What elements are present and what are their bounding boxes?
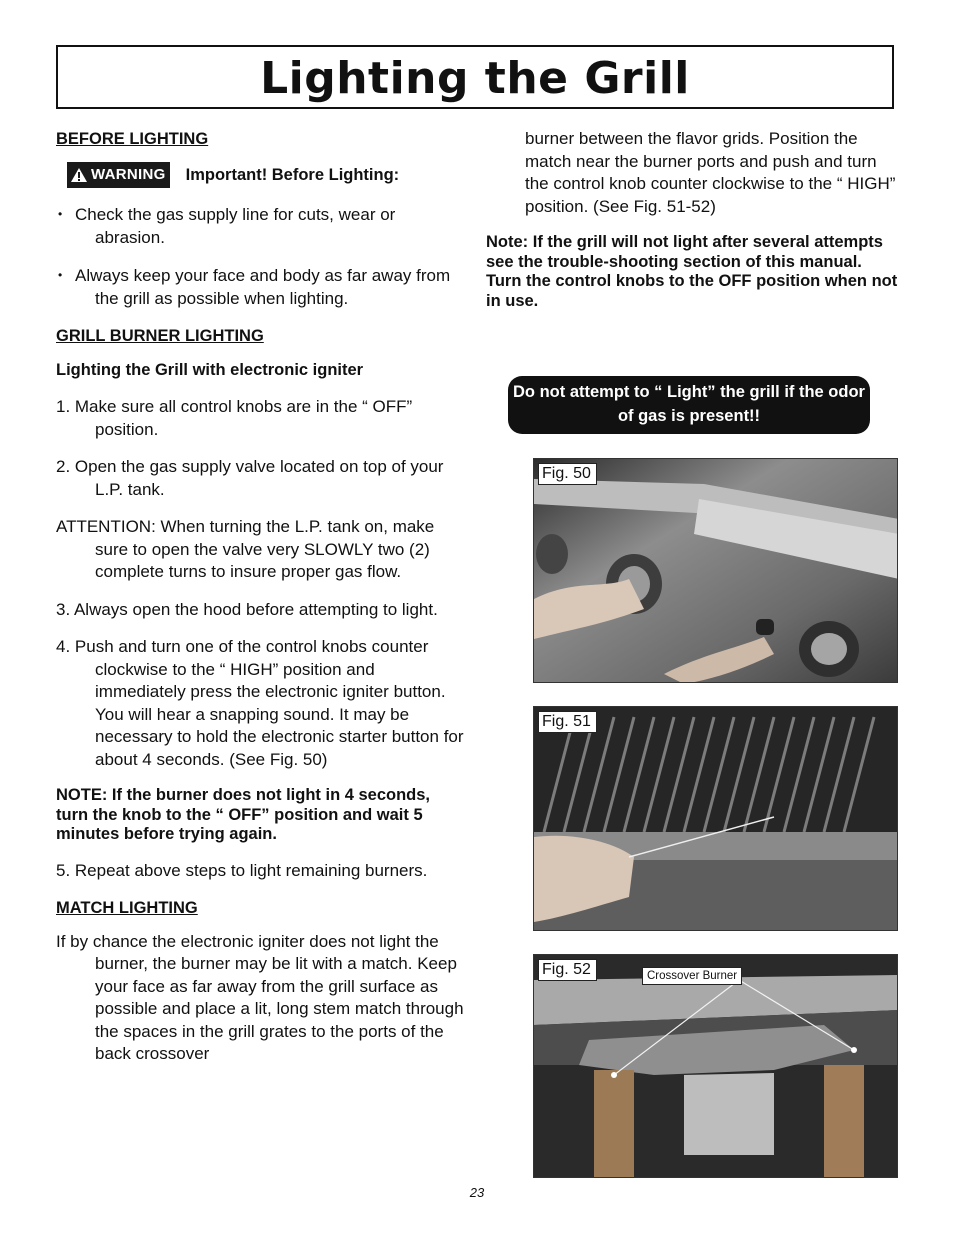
bullet-item	[56, 203, 466, 249]
fig50-label: Fig. 50	[538, 463, 597, 485]
warning-badge	[67, 162, 170, 189]
step-2: 2. Open the gas supply valve located on top of your L.P. tank.	[56, 457, 444, 499]
grill-burner-heading: GRILL BURNER LIGHTING	[56, 327, 264, 345]
warning-row	[67, 162, 466, 189]
attention-paragraph: ATTENTION: When turning the L.P. tank on, make sure to open the valve very SLOWLY two (2) complete turns to insure proper gas flow.	[56, 517, 435, 581]
fig51-label: Fig. 51	[538, 711, 597, 733]
trouble-shooting-note: Note: If the grill will not light after several attempts see the trouble-shooting section of this manual. Turn the control knobs to the OFF position when not in use.	[486, 233, 898, 310]
figure-50	[533, 458, 898, 683]
fig51-photo	[534, 707, 898, 931]
bullet-text: Always keep your face and body as far away from the grill as possible when lighting.	[75, 266, 451, 308]
title-box	[56, 45, 894, 109]
match-lighting-continued: burner between the flavor grids. Position the match near the burner ports and push and turn the control knob counter clockwise to the “ HIGH” position. (See Fig. 51-52)	[525, 129, 896, 216]
step-3: 3. Always open the hood before attempting to light.	[56, 599, 438, 619]
bullet-text: Check the gas supply line for cuts, wear or abrasion.	[75, 205, 396, 247]
bullet-dot-icon: •	[58, 268, 63, 282]
warning-triangle-icon	[70, 167, 88, 183]
bullet-dot-icon: •	[58, 207, 63, 221]
burner-note: NOTE: If the burner does not light in 4 seconds, turn the knob to the “ OFF” position and wait 5 minutes before trying again.	[56, 786, 431, 843]
warning-text: Important! Before Lighting:	[185, 165, 400, 184]
step-5: 5. Repeat above steps to light remaining burners.	[56, 860, 428, 880]
match-lighting-text: If by chance the electronic igniter does not light the burner, the burner may be lit with a match. Keep your face as far away from the grill surface as possible and place a lit, long stem match through the spaces in the grill grates to the ports of the back crossover	[56, 931, 464, 1063]
step-4: 4. Push and turn one of the control knobs counter clockwise to the “ HIGH” position and immediately press the electronic igniter button. You will hear a snapping sound. It may be necessary to hold the electronic starter button for about 4 seconds. (See Fig. 50)	[56, 637, 464, 769]
left-column	[56, 128, 466, 1081]
step-1: 1. Make sure all control knobs are in the “ OFF” position.	[56, 397, 413, 439]
figure-52	[533, 954, 898, 1178]
bullet-item	[56, 264, 466, 310]
page-number: 23	[469, 1185, 485, 1200]
warning-badge-label: WARNING	[91, 165, 166, 183]
electronic-igniter-subheading: Lighting the Grill with electronic igniter	[56, 360, 364, 379]
figure-51	[533, 706, 898, 931]
gas-warning-banner: Do not attempt to “ Light” the grill if the odor of gas is present!!	[508, 376, 870, 434]
match-lighting-heading: MATCH LIGHTING	[56, 899, 198, 917]
fig50-photo	[534, 459, 898, 683]
crossover-burner-callout: Crossover Burner	[642, 967, 742, 985]
fig52-photo	[534, 955, 898, 1178]
right-column	[486, 128, 898, 326]
fig52-label: Fig. 52	[538, 959, 597, 981]
before-lighting-heading: BEFORE LIGHTING	[56, 130, 209, 148]
page-title: Lighting the Grill	[260, 53, 690, 104]
